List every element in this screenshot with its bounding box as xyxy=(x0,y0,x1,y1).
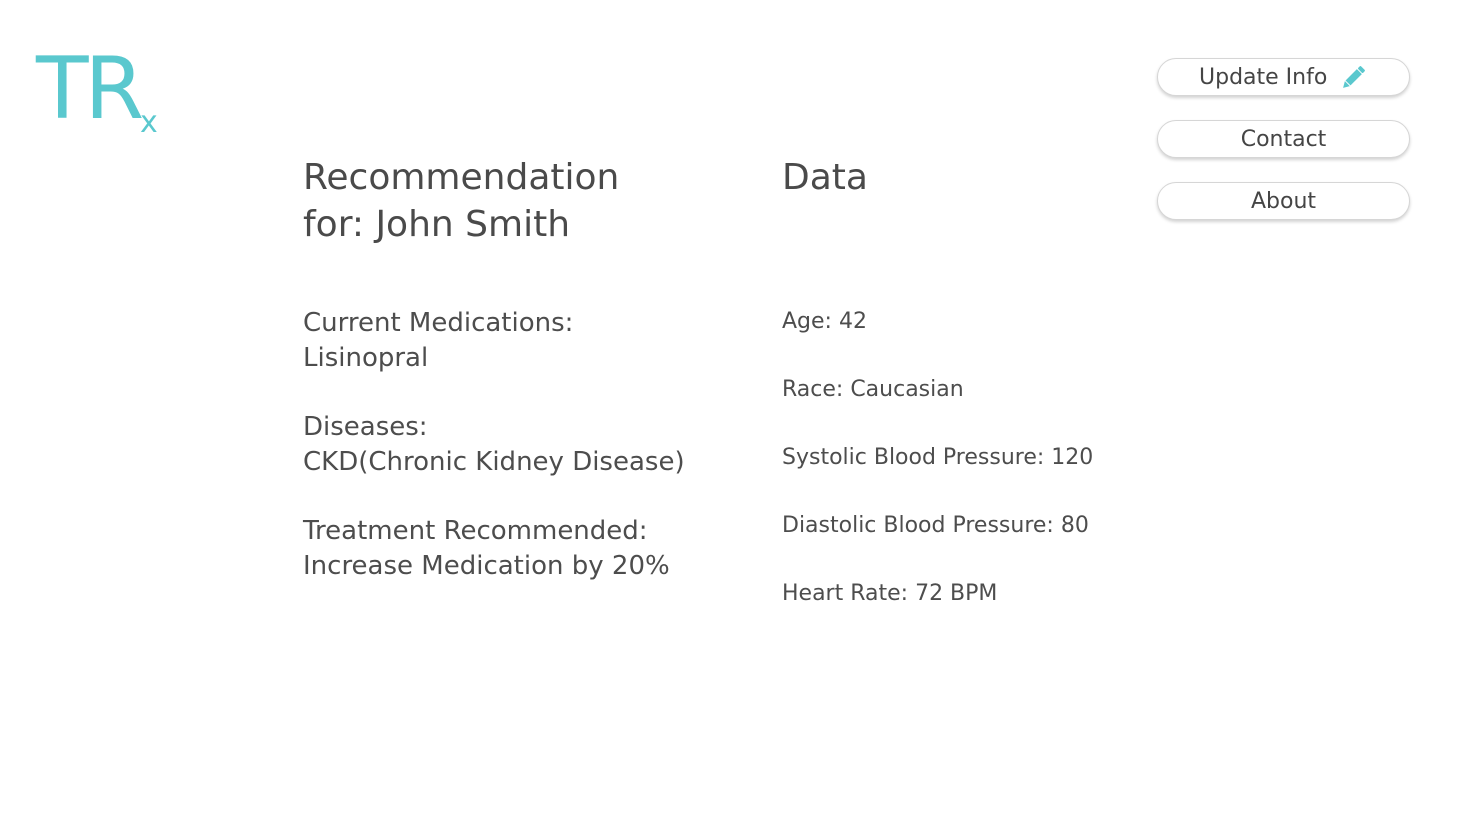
contact-label: Contact xyxy=(1240,126,1327,152)
treatment-label: Treatment Recommended: xyxy=(303,516,648,546)
data-item-diastolic-bp: Diastolic Blood Pressure: 80 xyxy=(782,513,1089,538)
patient-data-list xyxy=(782,306,1122,646)
nav-menu xyxy=(1157,58,1410,244)
logo-subscript: x xyxy=(140,105,158,140)
recommendation-heading-line1: Recommendation xyxy=(303,157,620,198)
recommendation-heading xyxy=(303,154,723,248)
pencil-icon xyxy=(1337,62,1369,94)
recommendation-details xyxy=(303,306,743,618)
diseases-label: Diseases: xyxy=(303,412,428,442)
logo-main-text: TR xyxy=(36,39,141,139)
data-item-systolic-bp: Systolic Blood Pressure: 120 xyxy=(782,445,1094,470)
medications-value: Lisinopral xyxy=(303,343,429,373)
recommendation-heading-line2: for: John Smith xyxy=(303,204,571,245)
treatment-section xyxy=(303,514,743,584)
medications-label: Current Medications: xyxy=(303,308,574,338)
data-heading: Data xyxy=(782,157,868,198)
about-button[interactable] xyxy=(1157,182,1410,220)
medications-section xyxy=(303,306,743,376)
diseases-section xyxy=(303,410,743,480)
data-item-race: Race: Caucasian xyxy=(782,377,964,402)
diseases-value: CKD(Chronic Kidney Disease) xyxy=(303,447,685,477)
app-logo[interactable] xyxy=(36,39,176,156)
data-item-heart-rate: Heart Rate: 72 BPM xyxy=(782,581,998,606)
about-label: About xyxy=(1250,188,1317,214)
treatment-value: Increase Medication by 20% xyxy=(303,551,670,581)
data-item-age: Age: 42 xyxy=(782,309,867,334)
update-info-button[interactable] xyxy=(1157,58,1410,96)
update-info-label: Update Info xyxy=(1199,64,1328,90)
contact-button[interactable] xyxy=(1157,120,1410,158)
